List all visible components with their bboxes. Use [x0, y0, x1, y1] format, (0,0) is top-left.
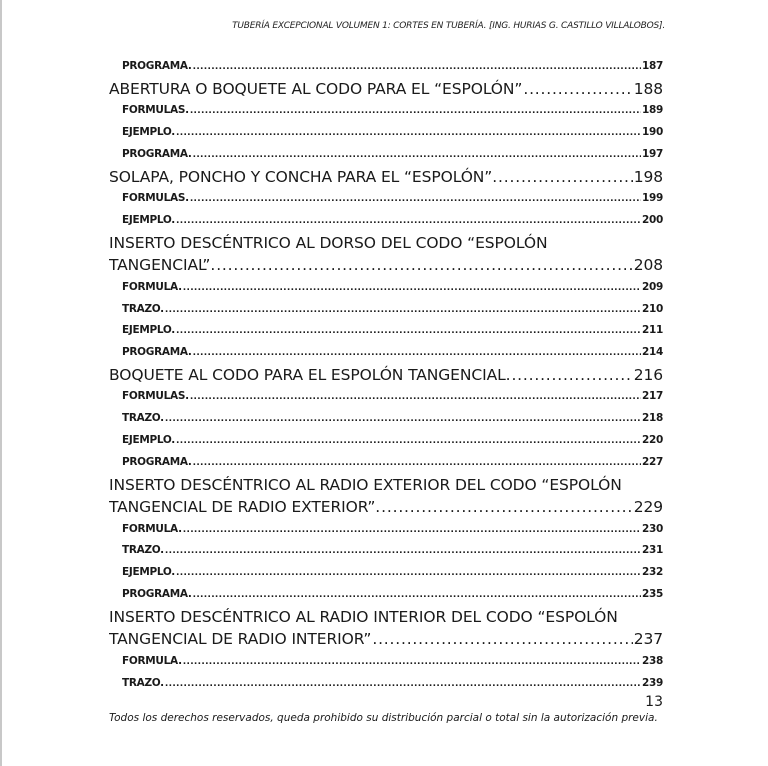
dot-leader: [183, 278, 641, 299]
copyright-notice: Todos los derechos reservados, queda prohibido su distribución parcial o total sin la autorización previa.: [109, 712, 658, 724]
toc-entry-page: 227: [641, 455, 663, 468]
toc-entry[interactable]: [109, 299, 663, 321]
toc-section-title: ABERTURA O BOQUETE AL CODO PARA EL “ESPOLÓN”: [109, 79, 523, 98]
toc-entry-label: TRAZO.: [122, 412, 164, 425]
toc-section[interactable]: [109, 364, 663, 387]
dot-leader: [381, 496, 633, 519]
toc-section-title-line[interactable]: INSERTO DESCÉNTRICO AL DORSO DEL CODO “ESPOLÓN: [109, 233, 548, 252]
toc-section[interactable]: [109, 628, 663, 651]
dot-leader: [511, 364, 632, 387]
dot-leader: [190, 387, 641, 408]
dot-leader: [216, 254, 633, 277]
toc-entry[interactable]: [109, 210, 663, 232]
toc-section-title: TANGENCIAL”.: [109, 256, 216, 275]
toc-entry[interactable]: [109, 342, 663, 364]
toc-entry-label: PROGRAMA.: [122, 60, 192, 72]
toc-entry-page: 187: [641, 60, 663, 72]
toc-entry-label: TRAZO.: [122, 302, 164, 315]
toc-entry[interactable]: [109, 408, 663, 430]
page-edge: [0, 0, 2, 766]
toc-entry-page: 231: [641, 544, 663, 557]
toc-entry-page: 209: [641, 280, 663, 293]
toc-entry[interactable]: [109, 122, 663, 144]
toc-section[interactable]: [109, 166, 663, 189]
toc-entry-page: 214: [641, 346, 663, 359]
toc-entry[interactable]: [109, 519, 663, 541]
toc-entry-page: 232: [641, 566, 663, 579]
toc-entry-page: 211: [641, 324, 663, 337]
toc-entry-label: TRAZO.: [122, 544, 164, 557]
toc-entry-page: 239: [641, 676, 663, 689]
dot-leader: [165, 541, 641, 562]
toc-entry-page: 190: [641, 126, 663, 139]
dot-leader: [176, 563, 641, 584]
toc-section[interactable]: [109, 78, 663, 101]
page-number: 13: [645, 694, 663, 710]
dot-leader: [176, 211, 641, 232]
toc-section-title: SOLAPA, PONCHO Y CONCHA PARA EL “ESPOLÓN”.: [109, 167, 498, 186]
toc-entry-label: FORMULAS.: [122, 104, 189, 117]
toc-section-title: BOQUETE AL CODO PARA EL ESPOLÓN TANGENCIAL.: [109, 365, 511, 384]
toc-entry[interactable]: [109, 320, 663, 342]
toc-entry[interactable]: [109, 540, 663, 562]
dot-leader: [190, 189, 641, 210]
toc-section-page: 208: [633, 256, 663, 275]
dot-leader: [523, 78, 632, 101]
dot-leader: [165, 409, 641, 430]
toc-entry-label: PROGRAMA.: [122, 346, 192, 359]
toc-entry[interactable]: [109, 452, 663, 474]
toc-entry-page: 200: [641, 213, 663, 226]
dot-leader: [190, 101, 641, 122]
dot-leader: [372, 628, 632, 651]
toc-section-title: TANGENCIAL DE RADIO EXTERIOR”.: [109, 498, 381, 517]
toc-entry-label: TRAZO.: [122, 676, 164, 689]
toc-entry[interactable]: [109, 144, 663, 166]
toc-section-title-line[interactable]: INSERTO DESCÉNTRICO AL RADIO EXTERIOR DEL CODO “ESPOLÓN: [109, 475, 622, 494]
dot-leader: [183, 652, 641, 673]
toc-section-page: 188: [633, 79, 663, 98]
toc-entry[interactable]: [109, 386, 663, 408]
toc-entry[interactable]: [109, 56, 663, 78]
toc-entry-page: 238: [641, 654, 663, 667]
toc-entry-page: 218: [641, 412, 663, 425]
toc-section[interactable]: [109, 496, 663, 519]
toc-entry-label: PROGRAMA.: [122, 455, 192, 468]
dot-leader: [165, 674, 641, 695]
toc-entry-page: 230: [641, 522, 663, 535]
toc-entry-label: EJEMPLO.: [122, 324, 175, 337]
dot-leader: [183, 520, 641, 541]
dot-leader: [165, 300, 641, 321]
toc-entry-page: 189: [641, 104, 663, 117]
toc-section-page: 237: [633, 630, 663, 649]
toc-section-page: 198: [633, 167, 663, 186]
toc-section-page: 216: [633, 365, 663, 384]
toc-entry-label: EJEMPLO.: [122, 566, 175, 579]
dot-leader: [193, 585, 641, 606]
toc-section[interactable]: [109, 254, 663, 277]
toc-entry-label: PROGRAMA.: [122, 588, 192, 601]
toc-entry-label: EJEMPLO.: [122, 126, 175, 139]
dot-leader: [176, 123, 641, 144]
toc-entry[interactable]: [109, 562, 663, 584]
dot-leader: [498, 166, 633, 189]
running-header: TUBERÍA EXCEPCIONAL VOLUMEN 1: CORTES EN TUBERÍA. [ING. HURIAS G. CASTILLO VILLALOBOS].: [232, 21, 665, 31]
toc-entry-label: FORMULA.: [122, 280, 182, 293]
toc-entry[interactable]: [109, 673, 663, 695]
toc-sections: [109, 78, 663, 695]
toc-section-page: 229: [633, 498, 663, 517]
toc-entry-page: 197: [641, 147, 663, 160]
toc-entry-label: PROGRAMA.: [122, 147, 192, 160]
toc-entry-label: EJEMPLO.: [122, 434, 175, 447]
toc-entry[interactable]: [109, 651, 663, 673]
toc-entry-page: 217: [641, 390, 663, 403]
toc-section-title: TANGENCIAL DE RADIO INTERIOR”: [109, 630, 372, 649]
dot-leader: [176, 321, 641, 342]
toc-entry[interactable]: [109, 277, 663, 299]
toc-entry[interactable]: [109, 100, 663, 122]
toc-entry-page: 235: [641, 588, 663, 601]
dot-leader: [193, 145, 641, 166]
toc-entry-label: FORMULA.: [122, 654, 182, 667]
toc-entry-label: EJEMPLO.: [122, 213, 175, 226]
toc-entry[interactable]: [109, 584, 663, 606]
toc-entry-page: 220: [641, 434, 663, 447]
dot-leader: [193, 453, 641, 474]
toc-entry-label: FORMULA.: [122, 522, 182, 535]
table-of-contents: [109, 56, 663, 694]
toc-entry[interactable]: [109, 430, 663, 452]
toc-section-title-line[interactable]: INSERTO DESCÉNTRICO AL RADIO INTERIOR DEL CODO “ESPOLÓN: [109, 607, 618, 626]
toc-entry-label: FORMULAS.: [122, 390, 189, 403]
dot-leader: [176, 431, 641, 452]
toc-entry[interactable]: [109, 188, 663, 210]
toc-entry-page: 210: [641, 302, 663, 315]
toc-entry-label: FORMULAS.: [122, 192, 189, 205]
dot-leader: [193, 343, 641, 364]
dot-leader: [193, 57, 641, 78]
toc-entry-page: 199: [641, 192, 663, 205]
